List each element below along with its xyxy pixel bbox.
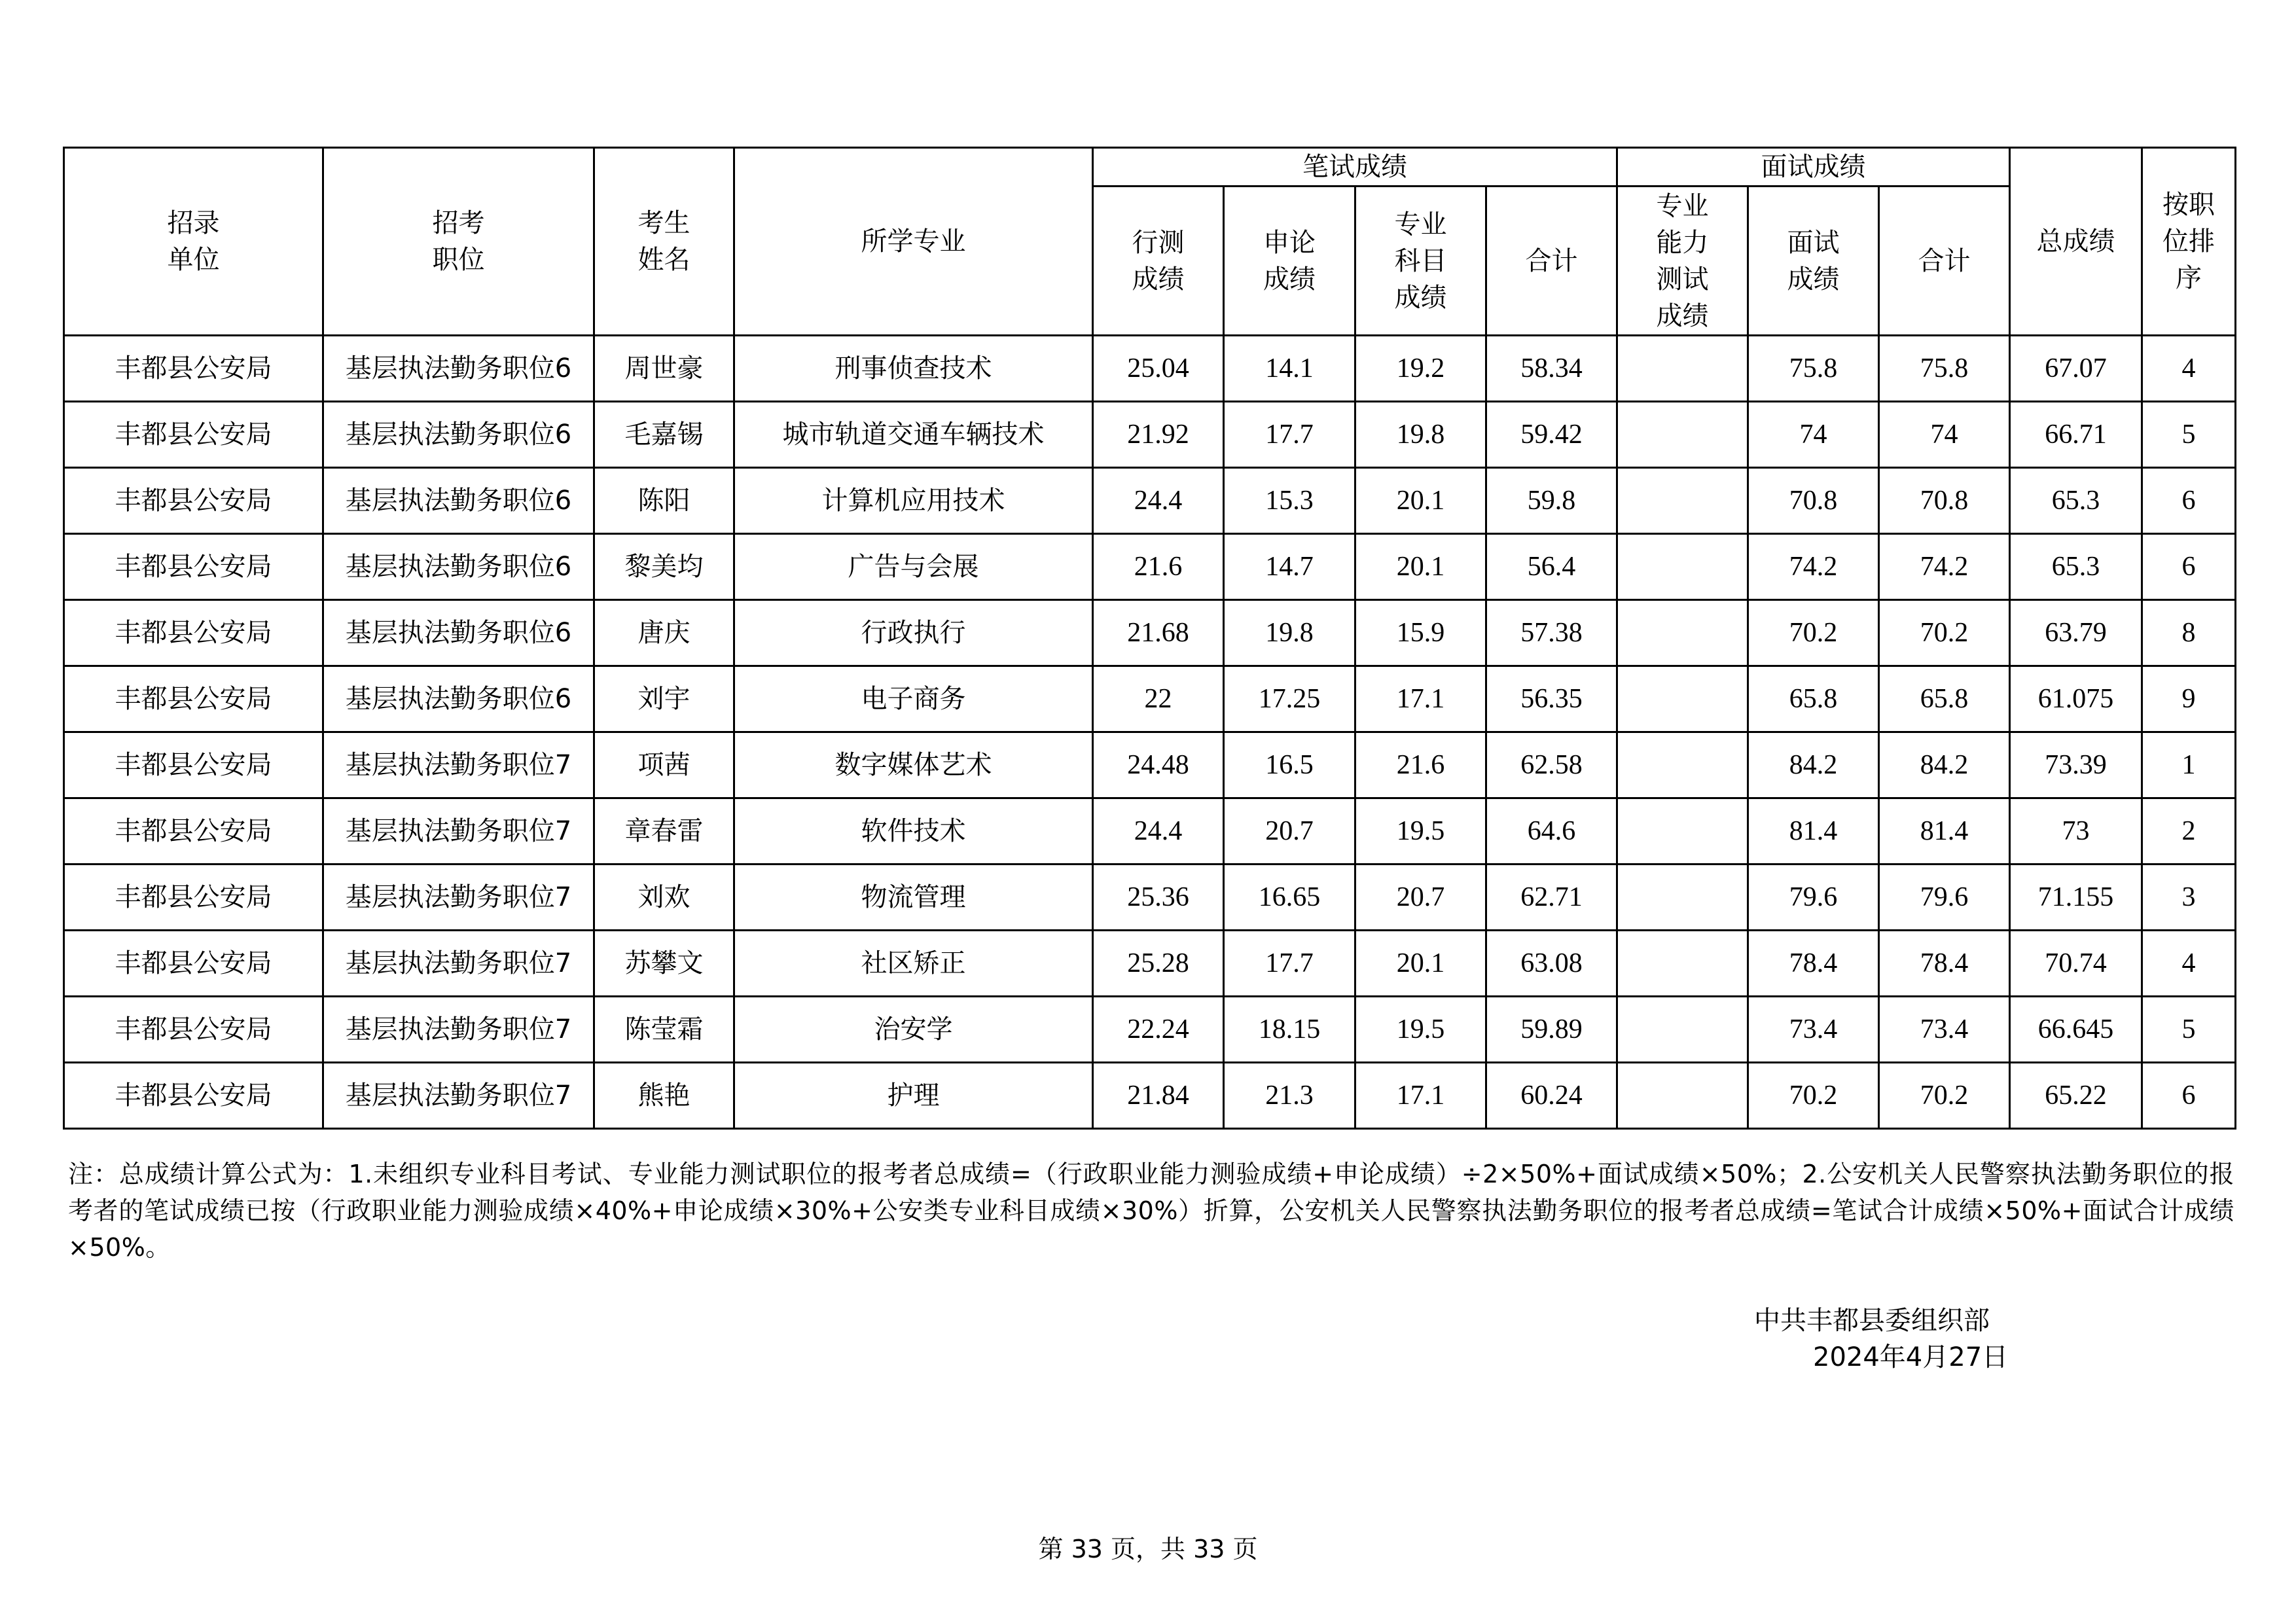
cell-shenlun: 15.3 <box>1224 468 1355 534</box>
cell-xingce: 21.68 <box>1093 600 1224 666</box>
cell-name: 苏攀文 <box>594 931 734 997</box>
cell-overall: 65.22 <box>2010 1063 2142 1129</box>
cell-zhuanye: 19.5 <box>1355 997 1486 1063</box>
cell-xingce: 22.24 <box>1093 997 1224 1063</box>
header-interview: 面试 成绩 <box>1748 187 1879 336</box>
cell-shenlun: 14.7 <box>1224 534 1355 600</box>
table-row <box>64 732 2236 798</box>
cell-rank: 4 <box>2142 336 2236 402</box>
cell-major: 电子商务 <box>734 666 1093 732</box>
cell-position: 基层执法勤务职位7 <box>323 997 594 1063</box>
cell-major: 广告与会展 <box>734 534 1093 600</box>
cell-overall: 71.155 <box>2010 865 2142 931</box>
cell-written-total: 59.8 <box>1486 468 1617 534</box>
header-major: 所学专业 <box>734 148 1093 336</box>
header-interview-total: 合计 <box>1879 187 2010 336</box>
table-row <box>64 1063 2236 1129</box>
cell-overall: 63.79 <box>2010 600 2142 666</box>
cell-interview-total: 73.4 <box>1879 997 2010 1063</box>
cell-zhuanye: 19.2 <box>1355 336 1486 402</box>
cell-shenlun: 14.1 <box>1224 336 1355 402</box>
cell-zhuanye: 20.1 <box>1355 468 1486 534</box>
cell-xingce: 25.28 <box>1093 931 1224 997</box>
cell-interview-total: 75.8 <box>1879 336 2010 402</box>
cell-written-total: 60.24 <box>1486 1063 1617 1129</box>
cell-name: 唐庆 <box>594 600 734 666</box>
cell-written-total: 56.35 <box>1486 666 1617 732</box>
cell-xingce: 21.6 <box>1093 534 1224 600</box>
cell-unit: 丰都县公安局 <box>64 931 323 997</box>
cell-rank: 5 <box>2142 997 2236 1063</box>
cell-overall: 73.39 <box>2010 732 2142 798</box>
cell-overall: 73 <box>2010 798 2142 865</box>
cell-ability <box>1617 865 1748 931</box>
cell-position: 基层执法勤务职位6 <box>323 534 594 600</box>
cell-xingce: 22 <box>1093 666 1224 732</box>
header-zhuanye: 专业 科目 成绩 <box>1355 187 1486 336</box>
cell-ability <box>1617 666 1748 732</box>
cell-name: 黎美均 <box>594 534 734 600</box>
table-row <box>64 336 2236 402</box>
cell-position: 基层执法勤务职位6 <box>323 666 594 732</box>
score-table <box>63 147 2236 1130</box>
cell-ability <box>1617 402 1748 468</box>
cell-xingce: 25.04 <box>1093 336 1224 402</box>
cell-rank: 5 <box>2142 402 2236 468</box>
header-ability: 专业 能力 测试 成绩 <box>1617 187 1748 336</box>
cell-xingce: 24.48 <box>1093 732 1224 798</box>
cell-rank: 6 <box>2142 468 2236 534</box>
cell-name: 毛嘉锡 <box>594 402 734 468</box>
cell-interview-total: 74 <box>1879 402 2010 468</box>
cell-interview-total: 70.2 <box>1879 1063 2010 1129</box>
cell-ability <box>1617 468 1748 534</box>
cell-ability <box>1617 336 1748 402</box>
cell-shenlun: 17.7 <box>1224 931 1355 997</box>
cell-ability <box>1617 600 1748 666</box>
table-row <box>64 997 2236 1063</box>
cell-name: 刘宇 <box>594 666 734 732</box>
cell-position: 基层执法勤务职位7 <box>323 732 594 798</box>
cell-name: 陈莹霜 <box>594 997 734 1063</box>
cell-interview: 74 <box>1748 402 1879 468</box>
cell-interview: 75.8 <box>1748 336 1879 402</box>
cell-shenlun: 16.65 <box>1224 865 1355 931</box>
cell-shenlun: 20.7 <box>1224 798 1355 865</box>
cell-written-total: 64.6 <box>1486 798 1617 865</box>
cell-written-total: 58.34 <box>1486 336 1617 402</box>
table-row <box>64 666 2236 732</box>
cell-name: 项茜 <box>594 732 734 798</box>
cell-interview: 81.4 <box>1748 798 1879 865</box>
cell-position: 基层执法勤务职位7 <box>323 1063 594 1129</box>
cell-major: 治安学 <box>734 997 1093 1063</box>
cell-overall: 65.3 <box>2010 468 2142 534</box>
cell-shenlun: 21.3 <box>1224 1063 1355 1129</box>
cell-rank: 6 <box>2142 1063 2236 1129</box>
cell-shenlun: 18.15 <box>1224 997 1355 1063</box>
cell-unit: 丰都县公安局 <box>64 865 323 931</box>
cell-overall: 66.645 <box>2010 997 2142 1063</box>
cell-name: 陈阳 <box>594 468 734 534</box>
cell-zhuanye: 20.7 <box>1355 865 1486 931</box>
cell-interview: 65.8 <box>1748 666 1879 732</box>
cell-zhuanye: 20.1 <box>1355 534 1486 600</box>
cell-position: 基层执法勤务职位6 <box>323 468 594 534</box>
cell-overall: 61.075 <box>2010 666 2142 732</box>
cell-major: 数字媒体艺术 <box>734 732 1093 798</box>
cell-interview: 79.6 <box>1748 865 1879 931</box>
cell-interview: 78.4 <box>1748 931 1879 997</box>
cell-written-total: 62.58 <box>1486 732 1617 798</box>
cell-interview-total: 84.2 <box>1879 732 2010 798</box>
cell-interview-total: 65.8 <box>1879 666 2010 732</box>
cell-zhuanye: 17.1 <box>1355 666 1486 732</box>
cell-interview: 74.2 <box>1748 534 1879 600</box>
cell-overall: 65.3 <box>2010 534 2142 600</box>
cell-position: 基层执法勤务职位6 <box>323 336 594 402</box>
cell-written-total: 59.89 <box>1486 997 1617 1063</box>
cell-xingce: 25.36 <box>1093 865 1224 931</box>
cell-position: 基层执法勤务职位7 <box>323 931 594 997</box>
cell-zhuanye: 20.1 <box>1355 931 1486 997</box>
cell-ability <box>1617 931 1748 997</box>
cell-interview: 70.2 <box>1748 600 1879 666</box>
cell-major: 软件技术 <box>734 798 1093 865</box>
cell-xingce: 24.4 <box>1093 468 1224 534</box>
cell-shenlun: 17.25 <box>1224 666 1355 732</box>
cell-unit: 丰都县公安局 <box>64 336 323 402</box>
header-rank: 按职 位排 序 <box>2142 148 2236 336</box>
issue-date: 2024年4月27日 <box>1813 1342 2009 1372</box>
cell-major: 社区矫正 <box>734 931 1093 997</box>
cell-position: 基层执法勤务职位6 <box>323 600 594 666</box>
cell-rank: 4 <box>2142 931 2236 997</box>
cell-interview-total: 81.4 <box>1879 798 2010 865</box>
table-row <box>64 931 2236 997</box>
table-row <box>64 402 2236 468</box>
cell-major: 行政执行 <box>734 600 1093 666</box>
header-xingce: 行测 成绩 <box>1093 187 1224 336</box>
cell-position: 基层执法勤务职位7 <box>323 865 594 931</box>
cell-written-total: 59.42 <box>1486 402 1617 468</box>
cell-major: 刑事侦查技术 <box>734 336 1093 402</box>
cell-written-total: 57.38 <box>1486 600 1617 666</box>
cell-name: 周世豪 <box>594 336 734 402</box>
page-number: 第 33 页，共 33 页 <box>1038 1535 1258 1563</box>
cell-zhuanye: 15.9 <box>1355 600 1486 666</box>
cell-interview: 70.8 <box>1748 468 1879 534</box>
cell-ability <box>1617 997 1748 1063</box>
signature-block <box>1702 1302 2094 1376</box>
cell-rank: 3 <box>2142 865 2236 931</box>
cell-name: 章春雷 <box>594 798 734 865</box>
cell-unit: 丰都县公安局 <box>64 534 323 600</box>
cell-unit: 丰都县公安局 <box>64 1063 323 1129</box>
cell-position: 基层执法勤务职位7 <box>323 798 594 865</box>
cell-interview-total: 74.2 <box>1879 534 2010 600</box>
table-row <box>64 468 2236 534</box>
table-row <box>64 534 2236 600</box>
header-written-total: 合计 <box>1486 187 1617 336</box>
formula-note: 注：总成绩计算公式为：1.未组织专业科目考试、专业能力测试职位的报考者总成绩=（行政职业能力测验成绩+申论成绩）÷2×50%+面试成绩×50%；2.公安机关人民警察执法勤务职位的报考者的笔试成绩已按（行政职业能力测验成绩×40%+申论成绩×30%+公安类专业科目成绩×30%）折算，公安机关人民警察执法勤务职位的报考者总成绩=笔试合计成绩×50%+面试合计成绩×50%。 <box>68 1160 2234 1262</box>
cell-position: 基层执法勤务职位6 <box>323 402 594 468</box>
header-position: 招考 职位 <box>323 148 594 336</box>
cell-written-total: 62.71 <box>1486 865 1617 931</box>
cell-zhuanye: 17.1 <box>1355 1063 1486 1129</box>
cell-overall: 66.71 <box>2010 402 2142 468</box>
cell-xingce: 24.4 <box>1093 798 1224 865</box>
header-overall: 总成绩 <box>2010 148 2142 336</box>
cell-unit: 丰都县公安局 <box>64 798 323 865</box>
header-interview-group: 面试成绩 <box>1617 148 2010 187</box>
cell-zhuanye: 19.5 <box>1355 798 1486 865</box>
cell-ability <box>1617 534 1748 600</box>
header-unit: 招录 单位 <box>64 148 323 336</box>
cell-interview: 70.2 <box>1748 1063 1879 1129</box>
cell-shenlun: 19.8 <box>1224 600 1355 666</box>
cell-ability <box>1617 798 1748 865</box>
cell-interview: 84.2 <box>1748 732 1879 798</box>
cell-rank: 8 <box>2142 600 2236 666</box>
cell-major: 物流管理 <box>734 865 1093 931</box>
cell-ability <box>1617 1063 1748 1129</box>
header-shenlun: 申论 成绩 <box>1224 187 1355 336</box>
cell-name: 刘欢 <box>594 865 734 931</box>
cell-overall: 67.07 <box>2010 336 2142 402</box>
cell-rank: 6 <box>2142 534 2236 600</box>
cell-written-total: 56.4 <box>1486 534 1617 600</box>
issuing-organization: 中共丰都县委组织部 <box>1754 1306 1990 1336</box>
cell-unit: 丰都县公安局 <box>64 732 323 798</box>
cell-rank: 9 <box>2142 666 2236 732</box>
cell-interview: 73.4 <box>1748 997 1879 1063</box>
cell-major: 计算机应用技术 <box>734 468 1093 534</box>
header-written-group: 笔试成绩 <box>1093 148 1617 187</box>
cell-unit: 丰都县公安局 <box>64 402 323 468</box>
cell-xingce: 21.92 <box>1093 402 1224 468</box>
cell-shenlun: 17.7 <box>1224 402 1355 468</box>
cell-interview-total: 70.2 <box>1879 600 2010 666</box>
table-row <box>64 798 2236 865</box>
table-row <box>64 600 2236 666</box>
cell-written-total: 63.08 <box>1486 931 1617 997</box>
cell-interview-total: 79.6 <box>1879 865 2010 931</box>
cell-xingce: 21.84 <box>1093 1063 1224 1129</box>
cell-zhuanye: 19.8 <box>1355 402 1486 468</box>
cell-interview-total: 78.4 <box>1879 931 2010 997</box>
cell-unit: 丰都县公安局 <box>64 666 323 732</box>
cell-rank: 2 <box>2142 798 2236 865</box>
cell-unit: 丰都县公安局 <box>64 600 323 666</box>
table-row <box>64 865 2236 931</box>
cell-overall: 70.74 <box>2010 931 2142 997</box>
cell-major: 城市轨道交通车辆技术 <box>734 402 1093 468</box>
cell-unit: 丰都县公安局 <box>64 997 323 1063</box>
cell-shenlun: 16.5 <box>1224 732 1355 798</box>
cell-ability <box>1617 732 1748 798</box>
cell-zhuanye: 21.6 <box>1355 732 1486 798</box>
cell-name: 熊艳 <box>594 1063 734 1129</box>
cell-interview-total: 70.8 <box>1879 468 2010 534</box>
cell-major: 护理 <box>734 1063 1093 1129</box>
cell-unit: 丰都县公安局 <box>64 468 323 534</box>
header-name: 考生 姓名 <box>594 148 734 336</box>
cell-rank: 1 <box>2142 732 2236 798</box>
